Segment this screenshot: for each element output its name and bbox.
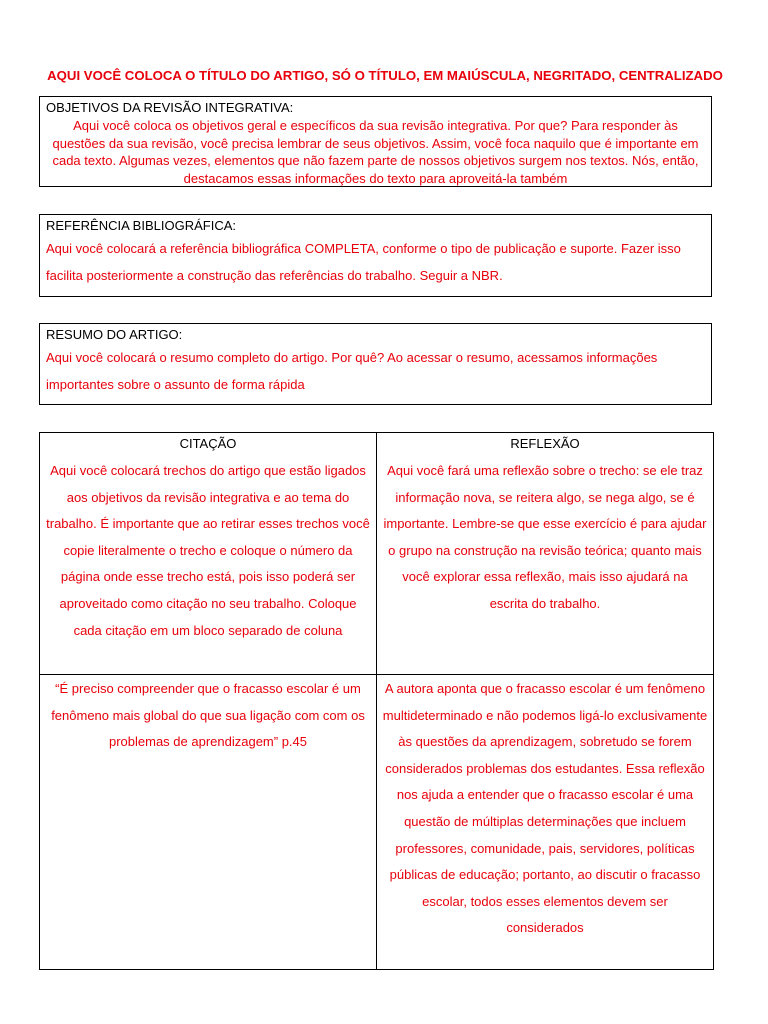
resumo-heading: RESUMO DO ARTIGO:	[46, 327, 183, 342]
table-row	[40, 457, 714, 675]
objetivos-box	[39, 96, 712, 187]
citacao-reflexao-table	[39, 432, 714, 970]
reflexao-cell: A autora aponta que o fracasso escolar é um fenômeno multideterminado e não podemos ligá-lo exclusivamente às questões da aprendizagem, sobretudo se forem considerados problemas dos estudantes. Essa reflexão nos ajuda a entender que o fracasso escolar é uma questão de múltiplas determinações que incluem professores, comunidade, pais, servidores, políticas públicas de educação; portanto, ao discutir o fracasso escolar, todos esses elementos devem ser considerados	[377, 675, 714, 970]
objetivos-body: Aqui você coloca os objetivos geral e específicos da sua revisão integrativa. Por que? Para responder às questões da sua revisão, você precisa lembrar de seus objetivos. Assim, você foca naquilo que é importante em cada texto. Algumas vezes, elementos que não fazem parte de nossos objetivos surgem nos textos. Nós, então, destacamos essas informações do texto para aproveitá-la também	[52, 118, 699, 186]
referencia-body: Aqui você colocará a referência bibliográfica COMPLETA, conforme o tipo de publicação e suporte. Fazer isso facilita posteriormente a construção das referências do trabalho. Seguir a NBR.	[46, 241, 681, 283]
referencia-heading: REFERÊNCIA BIBLIOGRÁFICA:	[46, 218, 236, 233]
table-header-row	[40, 433, 714, 458]
referencia-box	[39, 214, 712, 297]
resumo-body: Aqui você colocará o resumo completo do artigo. Por quê? Ao acessar o resumo, acessamos informações importantes sobre o assunto de forma rápida	[46, 350, 658, 392]
resumo-box	[39, 323, 712, 405]
objetivos-heading: OBJETIVOS DA REVISÃO INTEGRATIVA:	[46, 100, 294, 115]
reflexao-cell: Aqui você fará uma reflexão sobre o trecho: se ele traz informação nova, se reitera algo, se nega algo, se é importante. Lembre-se que esse exercício é para ajudar o grupo na construção na revisão teórica; quanto mais você explorar essa reflexão, mais isso ajudará na escrita do trabalho.	[377, 457, 714, 675]
table-row	[40, 675, 714, 970]
citacao-cell: “É preciso compreender que o fracasso escolar é um fenômeno mais global do que sua ligação com com os problemas de aprendizagem” p.45	[40, 675, 377, 970]
citacao-column-header: CITAÇÃO	[40, 433, 377, 458]
reflexao-column-header: REFLEXÃO	[377, 433, 714, 458]
citacao-cell: Aqui você colocará trechos do artigo que estão ligados aos objetivos da revisão integrativa e ao tema do trabalho. É importante que ao retirar esses trechos você copie literalmente o trecho e coloque o número da página onde esse trecho está, pois isso poderá ser aproveitado como citação no seu trabalho. Coloque cada citação em um bloco separado de coluna	[40, 457, 377, 675]
article-title: AQUI VOCÊ COLOCA O TÍTULO DO ARTIGO, SÓ O TÍTULO, EM MAIÚSCULA, NEGRITADO, CENTRALIZADO	[47, 68, 723, 83]
